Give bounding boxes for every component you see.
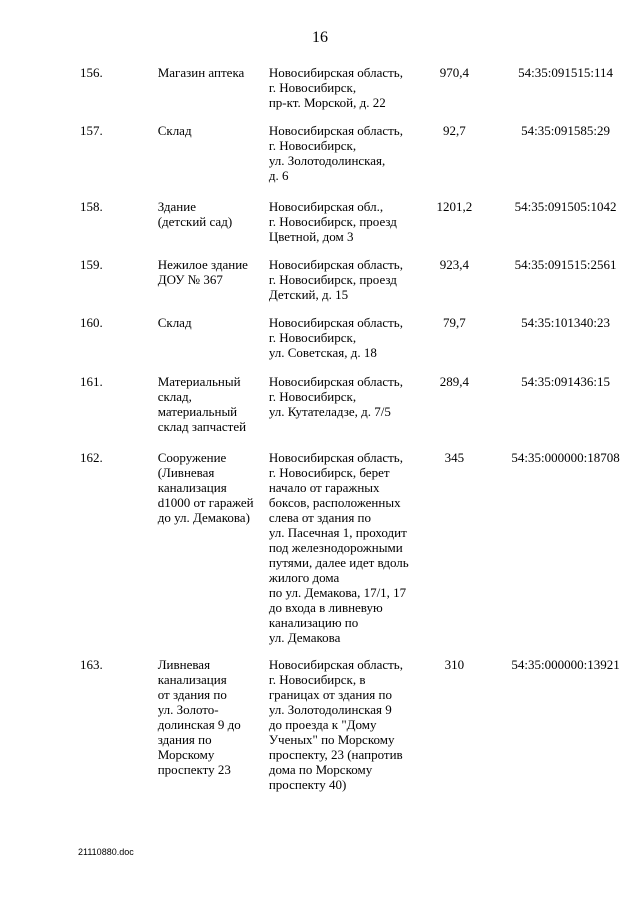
object-address: Новосибирская область, г. Новосибирск, ул. Советская, д. 18 xyxy=(268,315,403,360)
row-number: 159. xyxy=(80,257,103,272)
cadastral-number: 54:35:000000:18708 xyxy=(511,450,620,465)
object-address: Новосибирская область, г. Новосибирск, проезд Детский, д. 15 xyxy=(268,257,403,302)
table-row xyxy=(0,123,640,199)
object-area: 923,4 xyxy=(439,257,470,272)
cadastral-number: 54:35:101340:23 xyxy=(521,315,610,330)
object-name: Нежилое здание ДОУ № 367 xyxy=(157,257,248,287)
row-number: 163. xyxy=(80,657,103,672)
object-address: Новосибирская область, г. Новосибирск, берет начало от гаражных боксов, расположенных слева от здания по ул. Пасечная 1, проходит под железнодорожными путями, далее идет вдоль жилого дома по ул. Демакова, 17/1, 17 до входа в ливневую канализацию по ул. Демакова xyxy=(268,450,409,645)
cadastral-number: 54:35:091515:2561 xyxy=(514,257,617,272)
table-row xyxy=(0,199,640,257)
cadastral-number: 54:35:091515:114 xyxy=(518,65,613,80)
object-name: Ливневая канализация от здания по ул. Золото- долинская 9 до здания по Морскому проспекту 23 xyxy=(157,657,241,777)
table-row xyxy=(0,257,640,315)
row-number: 160. xyxy=(80,315,103,330)
cadastral-number: 54:35:091436:15 xyxy=(521,374,610,389)
object-area: 79,7 xyxy=(443,315,466,330)
object-area: 289,4 xyxy=(439,374,470,389)
object-name: Сооружение (Ливневая канализация d1000 от гаражей до ул. Демакова) xyxy=(157,450,254,525)
table-row xyxy=(0,374,640,450)
object-area: 1201,2 xyxy=(436,199,473,214)
document-filename: 21110880.doc xyxy=(78,847,134,857)
cadastral-number: 54:35:091505:1042 xyxy=(514,199,617,214)
row-number: 158. xyxy=(80,199,103,214)
table-row xyxy=(0,450,640,657)
object-address: Новосибирская область, г. Новосибирск, в границах от здания по ул. Золотодолинская 9 до проезда к "Дому Ученых" по Морскому проспекту, 23 (напротив дома по Морскому проспекту 40) xyxy=(268,657,403,792)
table-row xyxy=(0,65,640,123)
page-number: 16 xyxy=(312,29,328,46)
property-table xyxy=(0,65,640,797)
object-name: Магазин аптека xyxy=(157,65,245,80)
object-area: 92,7 xyxy=(443,123,466,138)
row-number: 162. xyxy=(80,450,103,465)
object-address: Новосибирская обл., г. Новосибирск, проезд Цветной, дом 3 xyxy=(268,199,397,244)
object-name: Здание (детский сад) xyxy=(157,199,233,229)
row-number: 161. xyxy=(80,374,103,389)
cadastral-number: 54:35:000000:13921 xyxy=(511,657,620,672)
object-area: 970,4 xyxy=(439,65,470,80)
cadastral-number: 54:35:091585:29 xyxy=(521,123,610,138)
object-address: Новосибирская область, г. Новосибирск, пр-кт. Морской, д. 22 xyxy=(268,65,403,110)
row-number: 156. xyxy=(80,65,103,80)
table-row xyxy=(0,315,640,374)
object-address: Новосибирская область, г. Новосибирск, ул. Кутателадзе, д. 7/5 xyxy=(268,374,403,419)
object-name: Склад xyxy=(157,123,192,138)
object-address: Новосибирская область, г. Новосибирск, ул. Золотодолинская, д. 6 xyxy=(268,123,403,183)
object-area: 345 xyxy=(444,450,465,465)
object-area: 310 xyxy=(444,657,465,672)
object-name: Склад xyxy=(157,315,192,330)
table-row xyxy=(0,657,640,797)
row-number: 157. xyxy=(80,123,103,138)
object-name: Материальный склад, материальный склад запчастей xyxy=(157,374,247,434)
